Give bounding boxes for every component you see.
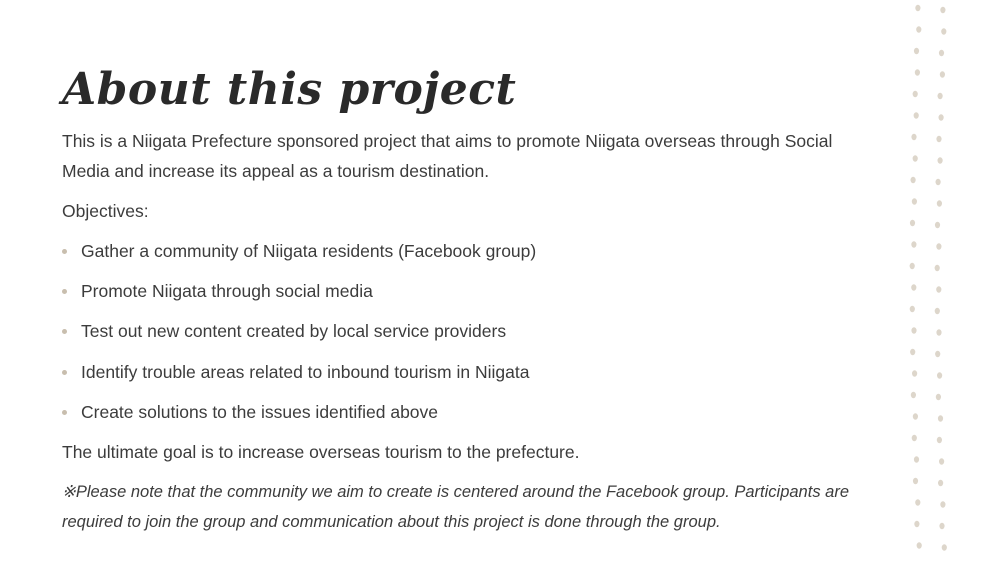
decorative-dot xyxy=(940,501,945,507)
list-item xyxy=(62,236,882,266)
goal-paragraph: The ultimate goal is to increase overseas tourism to the prefecture. xyxy=(62,441,580,462)
decorative-dot xyxy=(913,91,918,97)
decorative-dot xyxy=(938,480,943,486)
bullet-icon xyxy=(62,329,67,334)
list-item xyxy=(62,316,882,346)
decorative-dot xyxy=(914,456,919,462)
decorative-dot xyxy=(911,134,916,140)
list-item-text: Create solutions to the issues identified above xyxy=(81,401,439,422)
decorative-dot xyxy=(913,155,918,161)
decorative-dot xyxy=(940,7,945,13)
decorative-dot xyxy=(916,26,921,32)
decorative-dot xyxy=(936,394,941,400)
decorative-dot xyxy=(912,370,917,376)
decorative-dot xyxy=(938,157,943,163)
decorative-dot xyxy=(915,499,920,505)
decorative-dot xyxy=(937,372,942,378)
decorative-dot xyxy=(917,542,922,548)
decorative-dot xyxy=(913,478,918,484)
bullet-icon xyxy=(62,249,67,254)
decorative-dot xyxy=(939,458,944,464)
decorative-dot xyxy=(940,71,945,77)
decorative-dot xyxy=(915,5,920,11)
decorative-dot xyxy=(910,306,915,312)
bullet-icon xyxy=(62,410,67,415)
decorative-dot xyxy=(936,329,941,335)
list-item-text: Promote Niigata through social media xyxy=(81,281,373,302)
decorative-dot xyxy=(935,351,940,357)
list-item-text: Gather a community of Niigata residents (Facebook group) xyxy=(81,241,537,261)
intro-paragraph: This is a Niigata Prefecture sponsored project that aims to promote Niigata overseas through Social Media and increase its appeal as a tourism destination. xyxy=(62,131,833,181)
list-item xyxy=(62,357,882,387)
objectives-list xyxy=(62,236,882,427)
decorative-dot xyxy=(941,28,946,34)
decorative-dot xyxy=(936,243,941,249)
decorative-dot xyxy=(911,284,916,290)
decorative-dot xyxy=(939,523,944,529)
decorative-dot xyxy=(942,544,947,550)
page-title: About this project xyxy=(62,64,517,115)
decorative-dots xyxy=(895,0,1000,563)
list-item-text: Test out new content created by local service providers xyxy=(81,321,507,342)
decorative-dot xyxy=(914,48,919,54)
decorative-dot xyxy=(910,349,915,355)
decorative-dot xyxy=(910,263,915,269)
decorative-dot xyxy=(936,136,941,142)
decorative-dot xyxy=(911,177,916,183)
decorative-dot xyxy=(911,327,916,333)
decorative-dot xyxy=(939,50,944,56)
decorative-dot xyxy=(938,415,943,421)
decorative-dot xyxy=(935,222,940,228)
decorative-dot xyxy=(913,413,918,419)
decorative-dot xyxy=(911,241,916,247)
decorative-dot xyxy=(937,200,942,206)
decorative-dot xyxy=(915,69,920,75)
decorative-dot xyxy=(938,93,943,99)
list-item xyxy=(62,276,882,306)
decorative-dot xyxy=(937,437,942,443)
decorative-dot xyxy=(914,521,919,527)
decorative-dot xyxy=(935,265,940,271)
decorative-dot xyxy=(936,286,941,292)
note-paragraph: ※Please note that the community we aim to create is centered around the Facebook group. Participants are required to join the group and communication about this project is done through the group. xyxy=(62,482,850,531)
body-content xyxy=(62,126,882,537)
list-item-text: Identify trouble areas related to inbound tourism in Niigata xyxy=(81,361,530,382)
bullet-icon xyxy=(62,289,67,294)
objectives-label: Objectives: xyxy=(62,201,149,221)
decorative-dot xyxy=(910,220,915,226)
decorative-dot xyxy=(912,435,917,441)
decorative-dot xyxy=(911,392,916,398)
decorative-dot xyxy=(939,114,944,120)
decorative-dot xyxy=(912,198,917,204)
decorative-dot xyxy=(936,179,941,185)
list-item xyxy=(62,397,882,427)
decorative-dot xyxy=(935,308,940,314)
decorative-dot xyxy=(914,112,919,118)
bullet-icon xyxy=(62,370,67,375)
